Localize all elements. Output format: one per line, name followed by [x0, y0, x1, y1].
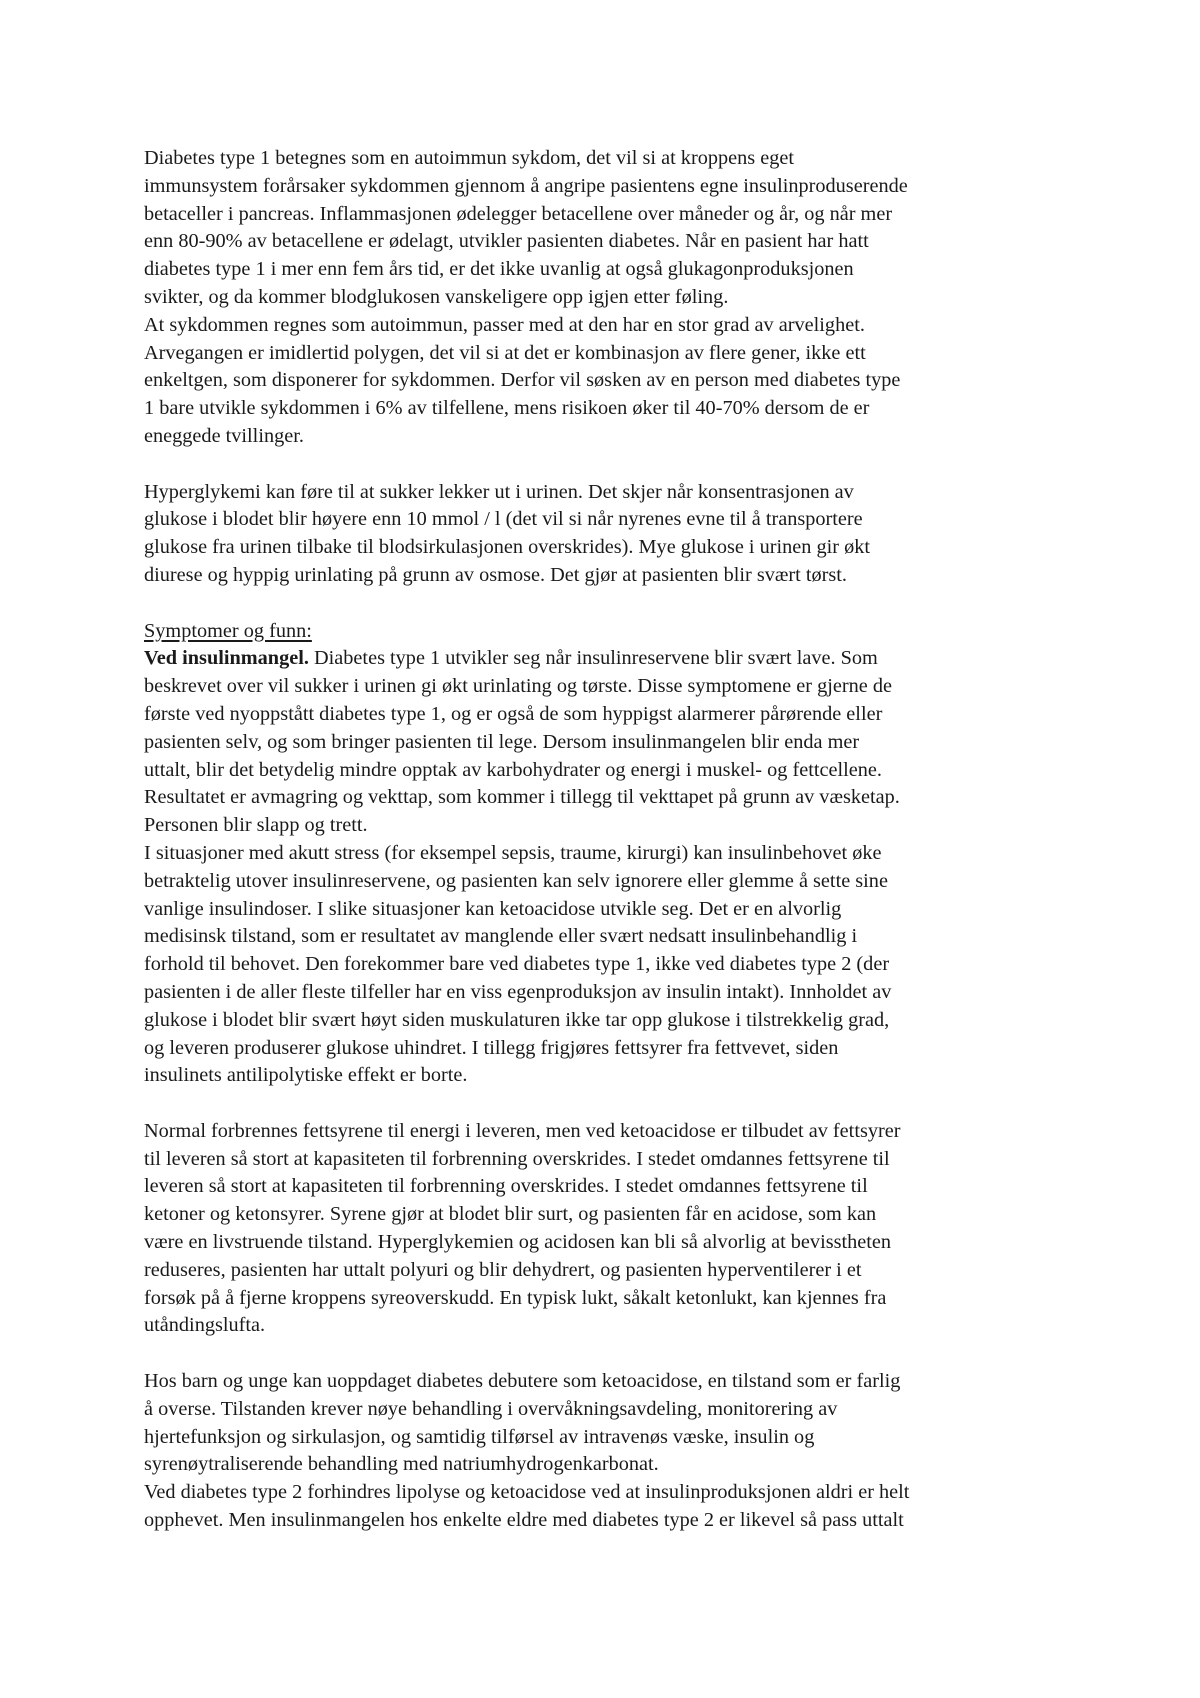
text-line: uttalt, blir det betydelig mindre opptak av karbohydrater og energi i muskel- og fettcellene. — [144, 758, 882, 781]
text-line: syrenøytraliserende behandling med natriumhydrogenkarbonat. — [144, 1453, 659, 1476]
text-line: medisinsk tilstand, som er resultatet av manglende eller svært nedsatt insulinbehandlig i — [144, 925, 858, 948]
text-line: enn 80-90% av betacellene er ødelagt, utvikler pasienten diabetes. Når en pasient har hatt — [144, 230, 869, 253]
text-line: Resultatet er avmagring og vekttap, som kommer i tillegg til vekttapet på grunn av væsketap. — [144, 786, 900, 809]
text-line: vanlige insulindoser. I slike situasjoner kan ketoacidose utvikle seg. Det er en alvorlig — [144, 897, 842, 920]
section-heading: Symptomer og funn: — [144, 619, 312, 642]
blank-line — [144, 451, 1074, 479]
paragraph-symptoms — [144, 645, 1074, 1090]
text-line: betaceller i pancreas. Inflammasjonen ødelegger betacellene over måneder og år, og når mer — [144, 202, 893, 225]
bold-lead: Ved insulinmangel. — [144, 647, 309, 670]
paragraph-children — [144, 1368, 1074, 1535]
text-line: diurese og hyppig urinlating på grunn av osmose. Det gjør at pasienten blir svært tørst. — [144, 563, 847, 586]
text-line: opphevet. Men insulinmangelen hos enkelte eldre med diabetes type 2 er likevel så pass uttalt — [144, 1509, 904, 1532]
text-line: og leveren produserer glukose uhindret. I tillegg frigjøres fettsyrer fra fettvevet, siden — [144, 1036, 839, 1059]
document-page — [144, 145, 1074, 1535]
text-line: Hyperglykemi kan føre til at sukker lekker ut i urinen. Det skjer når konsentrasjonen av — [144, 480, 854, 503]
text-line: ketoner og ketonsyrer. Syrene gjør at blodet blir surt, og pasienten får en acidose, som kan — [144, 1203, 877, 1226]
text-line: Normal forbrennes fettsyrene til energi i leveren, men ved ketoacidose er tilbudet av fettsyrer — [144, 1119, 901, 1142]
text-line: eneggede tvillinger. — [144, 424, 304, 447]
paragraph-ketoacidosis — [144, 1118, 1074, 1340]
text-line: reduseres, pasienten har uttalt polyuri og blir dehydrert, og pasienten hyperventilerer i et — [144, 1258, 862, 1281]
text-line: enkeltgen, som disponerer for sykdommen. Derfor vil søsken av en person med diabetes type — [144, 369, 901, 392]
blank-line — [144, 1090, 1074, 1118]
paragraph-hyperglycemia — [144, 479, 1074, 590]
text-line: første ved nyoppstått diabetes type 1, og er også de som hyppigst alarmerer pårørende eller — [144, 702, 883, 725]
text-line: leveren så stort at kapasiteten til forbrenning overskrides. I stedet omdannes fettsyrene til — [144, 1175, 868, 1198]
text-line: immunsystem forårsaker sykdommen gjennom å angripe pasientens egne insulinproduserende — [144, 174, 908, 197]
text-line: glukose i blodet blir høyere enn 10 mmol / l (det vil si når nyrenes evne til å transportere — [144, 508, 863, 531]
text-line: forsøk på å fjerne kroppens syreoverskudd. En typisk lukt, såkalt ketonlukt, kan kjennes fra — [144, 1286, 887, 1309]
text-line: I situasjoner med akutt stress (for eksempel sepsis, traume, kirurgi) kan insulinbehovet øke — [144, 841, 882, 864]
bold-lead-rest: Diabetes type 1 utvikler seg når insulinreservene blir svært lave. Som — [308, 647, 878, 670]
text-line: glukose fra urinen tilbake til blodsirkulasjonen overskrides). Mye glukose i urinen gir økt — [144, 536, 871, 559]
text-line: glukose i blodet blir svært høyt siden muskulaturen ikke tar opp glukose i tilstrekkelig grad, — [144, 1008, 890, 1031]
text-line: Hos barn og unge kan uoppdaget diabetes debutere som ketoacidose, en tilstand som er farlig — [144, 1370, 901, 1393]
text-line: pasienten selv, og som bringer pasienten til lege. Dersom insulinmangelen blir enda mer — [144, 730, 860, 753]
text-line: pasienten i de aller fleste tilfeller har en viss egenproduksjon av insulin intakt). Innholdet av — [144, 980, 892, 1003]
text-line: forhold til behovet. Den forekommer bare ved diabetes type 1, ikke ved diabetes type 2 (der — [144, 953, 890, 976]
text-line: Ved diabetes type 2 forhindres lipolyse og ketoacidose ved at insulinproduksjonen aldri er helt — [144, 1481, 910, 1504]
text-line: å overse. Tilstanden krever nøye behandling i overvåkningsavdeling, monitorering av — [144, 1397, 838, 1420]
text-line: svikter, og da kommer blodglukosen vanskeligere opp igjen etter føling. — [144, 285, 729, 308]
text-line: diabetes type 1 i mer enn fem års tid, er det ikke uvanlig at også glukagonproduksjonen — [144, 258, 854, 281]
text-line: hjertefunksjon og sirkulasjon, og samtidig tilførsel av intravenøs væske, insulin og — [144, 1425, 815, 1448]
paragraph-autoimmune — [144, 145, 1074, 451]
text-line: beskrevet over vil sukker i urinen gi økt urinlating og tørste. Disse symptomene er gjerne de — [144, 675, 892, 698]
text-line: til leveren så stort at kapasiteten til forbrenning overskrides. I stedet omdannes fettsyrene til — [144, 1147, 890, 1170]
text-line: Personen blir slapp og trett. — [144, 814, 368, 837]
blank-line — [144, 1340, 1074, 1368]
text-line: utåndingslufta. — [144, 1314, 266, 1337]
text-line: insulinets antilipolytiske effekt er borte. — [144, 1064, 468, 1087]
text-line: 1 bare utvikle sykdommen i 6% av tilfellene, mens risikoen øker til 40-70% dersom de er — [144, 397, 870, 420]
text-line-bold-lead — [144, 645, 1074, 673]
text-line: være en livstruende tilstand. Hyperglykemien og acidosen kan bli så alvorlig at bevisstheten — [144, 1231, 892, 1254]
text-line: At sykdommen regnes som autoimmun, passer med at den har en stor grad av arvelighet. — [144, 313, 865, 336]
blank-line — [144, 590, 1074, 618]
text-line: Diabetes type 1 betegnes som en autoimmun sykdom, det vil si at kroppens eget — [144, 147, 795, 169]
text-line: Arvegangen er imidlertid polygen, det vil si at det er kombinasjon av flere gener, ikke ett — [144, 341, 866, 364]
text-line: betraktelig utover insulinreservene, og pasienten kan selv ignorere eller glemme å sette sine — [144, 869, 888, 892]
